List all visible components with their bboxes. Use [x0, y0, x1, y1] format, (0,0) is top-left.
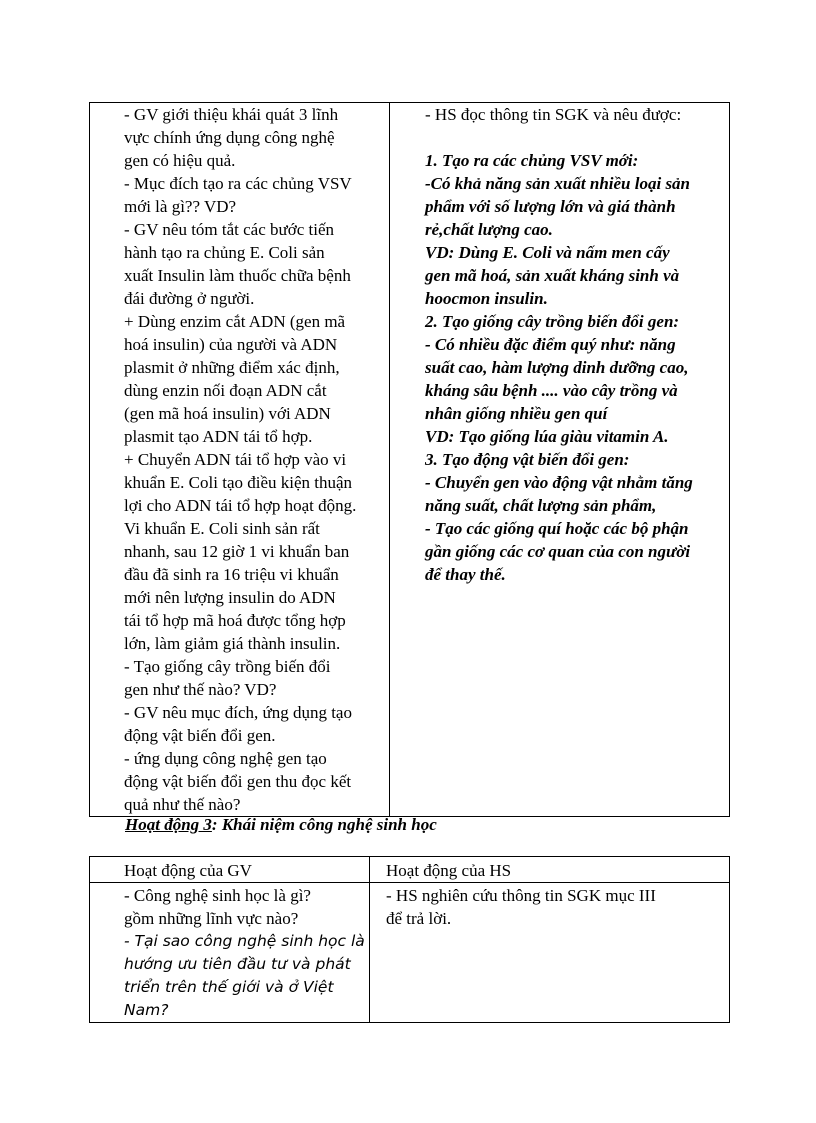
italic-line: triển trên thế giới và ở Việt	[124, 978, 334, 996]
text-line: gồm những lĩnh vực nào?	[124, 909, 299, 928]
heading-title: : Khái niệm công nghệ sinh học	[211, 815, 437, 834]
answer-line: VD: Dùng E. Coli và nấm men cấy	[425, 243, 670, 262]
text-line: hành tạo ra chủng E. Coli sản	[124, 243, 325, 262]
answer-line: rẻ,chất lượng cao.	[425, 220, 553, 239]
text-line: đầu đã sinh ra 16 triệu vi khuẩn	[124, 565, 339, 584]
text-line: - Mục đích tạo ra các chủng VSV	[124, 174, 352, 193]
text-line: quả như thế nào?	[124, 795, 241, 814]
col-header-student	[370, 857, 730, 883]
text-line: lợi cho ADN tái tổ hợp hoạt động.	[124, 496, 357, 515]
answer-line: suất cao, hàm lượng dinh dưỡng cao,	[425, 358, 689, 377]
blank-line	[425, 126, 729, 149]
text-line: - GV nêu tóm tắt các bước tiến	[124, 220, 335, 239]
text-line: - ứng dụng công nghệ gen tạo	[124, 749, 327, 768]
text-line: mới nên lượng insulin do ADN	[124, 588, 336, 607]
answer-line: - Chuyển gen vào động vật nhằm tăng	[425, 473, 693, 492]
student-activity-text	[390, 103, 729, 586]
student-activity-cell	[390, 103, 730, 817]
section-heading	[125, 813, 437, 836]
answer-line: - Tạo các giống quí hoặc các bộ phận	[425, 519, 689, 538]
text-line: động vật biến đổi gen.	[124, 726, 276, 745]
teacher-italic-question	[124, 930, 369, 1022]
answer-line: - Có nhiều đặc điểm quý như: năng	[425, 335, 676, 354]
text-line: khuẩn E. Coli tạo điều kiện thuận	[124, 473, 353, 492]
text-line: plasmit ở những điểm xác định,	[124, 358, 340, 377]
answer-line: để thay thế.	[425, 565, 506, 584]
student-activity-cell-3	[370, 883, 730, 1023]
student-answer-lines	[425, 149, 729, 586]
text-line: - GV giới thiệu khái quát 3 lĩnh	[124, 105, 339, 124]
teacher-activity-text-3	[90, 883, 369, 1022]
italic-line: hướng ưu tiên đầu tư và phát	[124, 955, 351, 973]
answer-line: gen mã hoá, sản xuất kháng sinh và	[425, 266, 680, 285]
answer-line: gần giống các cơ quan của con người	[425, 542, 691, 561]
text-line: động vật biến đổi gen thu đọc kết	[124, 772, 352, 791]
answer-line: nhân giống nhiều gen quí	[425, 404, 608, 423]
answer-line: 1. Tạo ra các chủng VSV mới:	[425, 151, 639, 170]
text-line: mới là gì?? VD?	[124, 197, 237, 216]
text-line: tái tổ hợp mã hoá được tổng hợp	[124, 611, 346, 630]
text-line: (gen mã hoá insulin) với ADN	[124, 404, 331, 423]
activity-table-2	[89, 102, 730, 817]
answer-line: kháng sâu bệnh .... vào cây trồng và	[425, 381, 678, 400]
text-line: - HS nghiên cứu thông tin SGK mục III	[386, 886, 656, 905]
answer-line: hoocmon insulin.	[425, 289, 548, 308]
activity-table-3	[89, 856, 730, 1023]
teacher-activity-cell	[90, 103, 390, 817]
text-line: lớn, làm giảm giá thành insulin.	[124, 634, 341, 653]
text-line: gen có hiệu quả.	[124, 151, 236, 170]
text-line: hoá insulin) của người và ADN	[124, 335, 338, 354]
student-intro: - HS đọc thông tin SGK và nêu được:	[425, 105, 682, 124]
italic-line: - Tại sao công nghệ sinh học là	[124, 932, 365, 950]
text-line: xuất Insulin làm thuốc chữa bệnh	[124, 266, 351, 285]
teacher-activity-cell-3	[90, 883, 370, 1023]
header-student-text: Hoạt động của HS	[386, 861, 512, 880]
answer-line: 2. Tạo giống cây trồng biến đổi gen:	[425, 312, 680, 331]
text-line: dùng enzin nối đoạn ADN cắt	[124, 381, 327, 400]
text-line: vực chính ứng dụng công nghệ	[124, 128, 335, 147]
text-line: - GV nêu mục đích, ứng dụng tạo	[124, 703, 352, 722]
answer-line: VD: Tạo giống lúa giàu vitamin A.	[425, 427, 669, 446]
text-line: plasmit tạo ADN tái tổ hợp.	[124, 427, 313, 446]
text-line: nhanh, sau 12 giờ 1 vi khuẩn ban	[124, 542, 350, 561]
text-line: - Tạo giống cây trồng biến đổi	[124, 657, 331, 676]
text-line: đái đường ở người.	[124, 289, 255, 308]
answer-line: -Có khả năng sản xuất nhiều loại sản	[425, 174, 691, 193]
text-line: + Dùng enzim cắt ADN (gen mã	[124, 312, 346, 331]
text-line: - Công nghệ sinh học là gì?	[124, 886, 311, 905]
teacher-activity-text	[90, 103, 389, 816]
student-activity-text-3	[370, 883, 729, 930]
col-header-teacher	[90, 857, 370, 883]
italic-line: Nam?	[124, 1001, 169, 1019]
answer-line: phẩm với số lượng lớn và giá thành	[425, 197, 676, 216]
heading-label: Hoạt động 3	[125, 815, 212, 834]
answer-line: năng suất, chất lượng sản phẩm,	[425, 496, 657, 515]
answer-line: 3. Tạo động vật biến đổi gen:	[425, 450, 630, 469]
header-teacher-text: Hoạt động của GV	[124, 861, 252, 880]
teacher-question-lines	[124, 884, 369, 930]
text-line: để trả lời.	[386, 909, 452, 928]
text-line: Vi khuẩn E. Coli sinh sản rất	[124, 519, 320, 538]
text-line: + Chuyển ADN tái tổ hợp vào vi	[124, 450, 347, 469]
text-line: gen như thế nào? VD?	[124, 680, 277, 699]
